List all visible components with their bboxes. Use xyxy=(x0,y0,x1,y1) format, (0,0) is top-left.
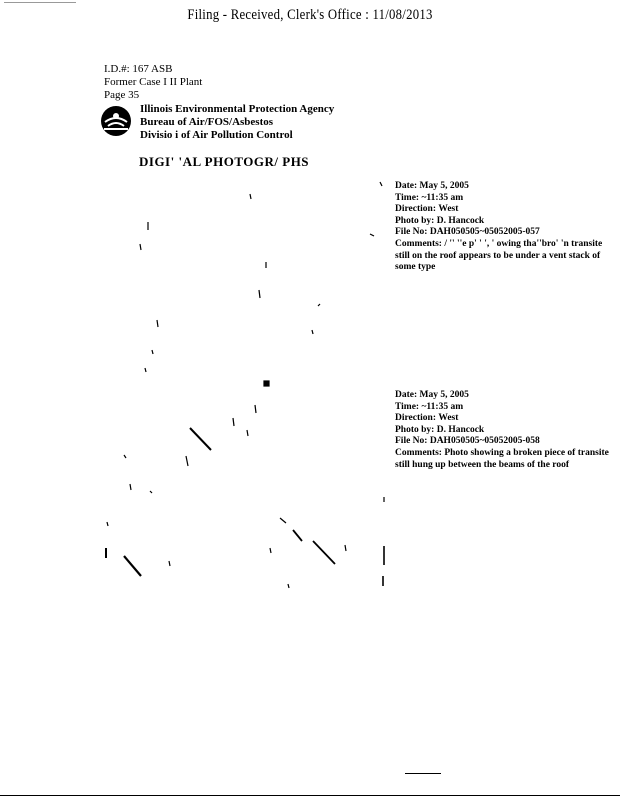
photo-1-direction: Direction: West xyxy=(395,204,459,215)
photo-1-caption xyxy=(395,181,610,274)
photo-1-file: File No: DAH050505~05052005-057 xyxy=(395,227,540,238)
photo-2-remnants xyxy=(106,405,384,588)
bureau-name: Bureau of Air/FOS/Asbestos xyxy=(140,116,274,128)
photo-2-comments: Comments: Photo showing a broken piece of transite still hung up between the beams of the roof xyxy=(395,447,609,470)
division-name: Divisio i of Air Pollution Control xyxy=(140,129,293,141)
photo-1-time: Time: ~11:35 am xyxy=(395,192,464,203)
photo-1-remnants xyxy=(140,182,382,386)
photo-2-date: Date: May 5, 2005 xyxy=(395,390,469,400)
photo-2-time: Time: ~11:35 am xyxy=(395,401,464,412)
agency-name: Illinois Environmental Protection Agency xyxy=(140,103,335,115)
page-title: DIGI' 'AL PHOTOGR/ PHS xyxy=(139,154,310,169)
site-line: Former Case I II Plant xyxy=(104,76,203,88)
footer-mark xyxy=(405,773,441,774)
filing-stamp: Filing - Received, Clerk's Office : 11/08/2013 xyxy=(187,7,433,23)
photo-1-date: Date: May 5, 2005 xyxy=(395,181,469,191)
photo-1-photographer: Photo by: D. Hancock xyxy=(395,215,485,226)
id-line: I.D.#: 167 ASB xyxy=(104,63,173,75)
bottom-rule xyxy=(0,795,620,796)
photo-2-caption xyxy=(395,390,610,471)
photo-2-file: File No: DAH050505~05052005-058 xyxy=(395,436,540,447)
photo-1-comments: Comments: / '' ''e p' ' ', ' owing tha''bro' 'n transite still on the roof appears to be under a vent stack of some type xyxy=(395,238,603,273)
page-line: Page 35 xyxy=(104,89,140,101)
photo-2-photographer: Photo by: D. Hancock xyxy=(395,424,485,435)
photo-2-direction: Direction: West xyxy=(395,413,459,424)
